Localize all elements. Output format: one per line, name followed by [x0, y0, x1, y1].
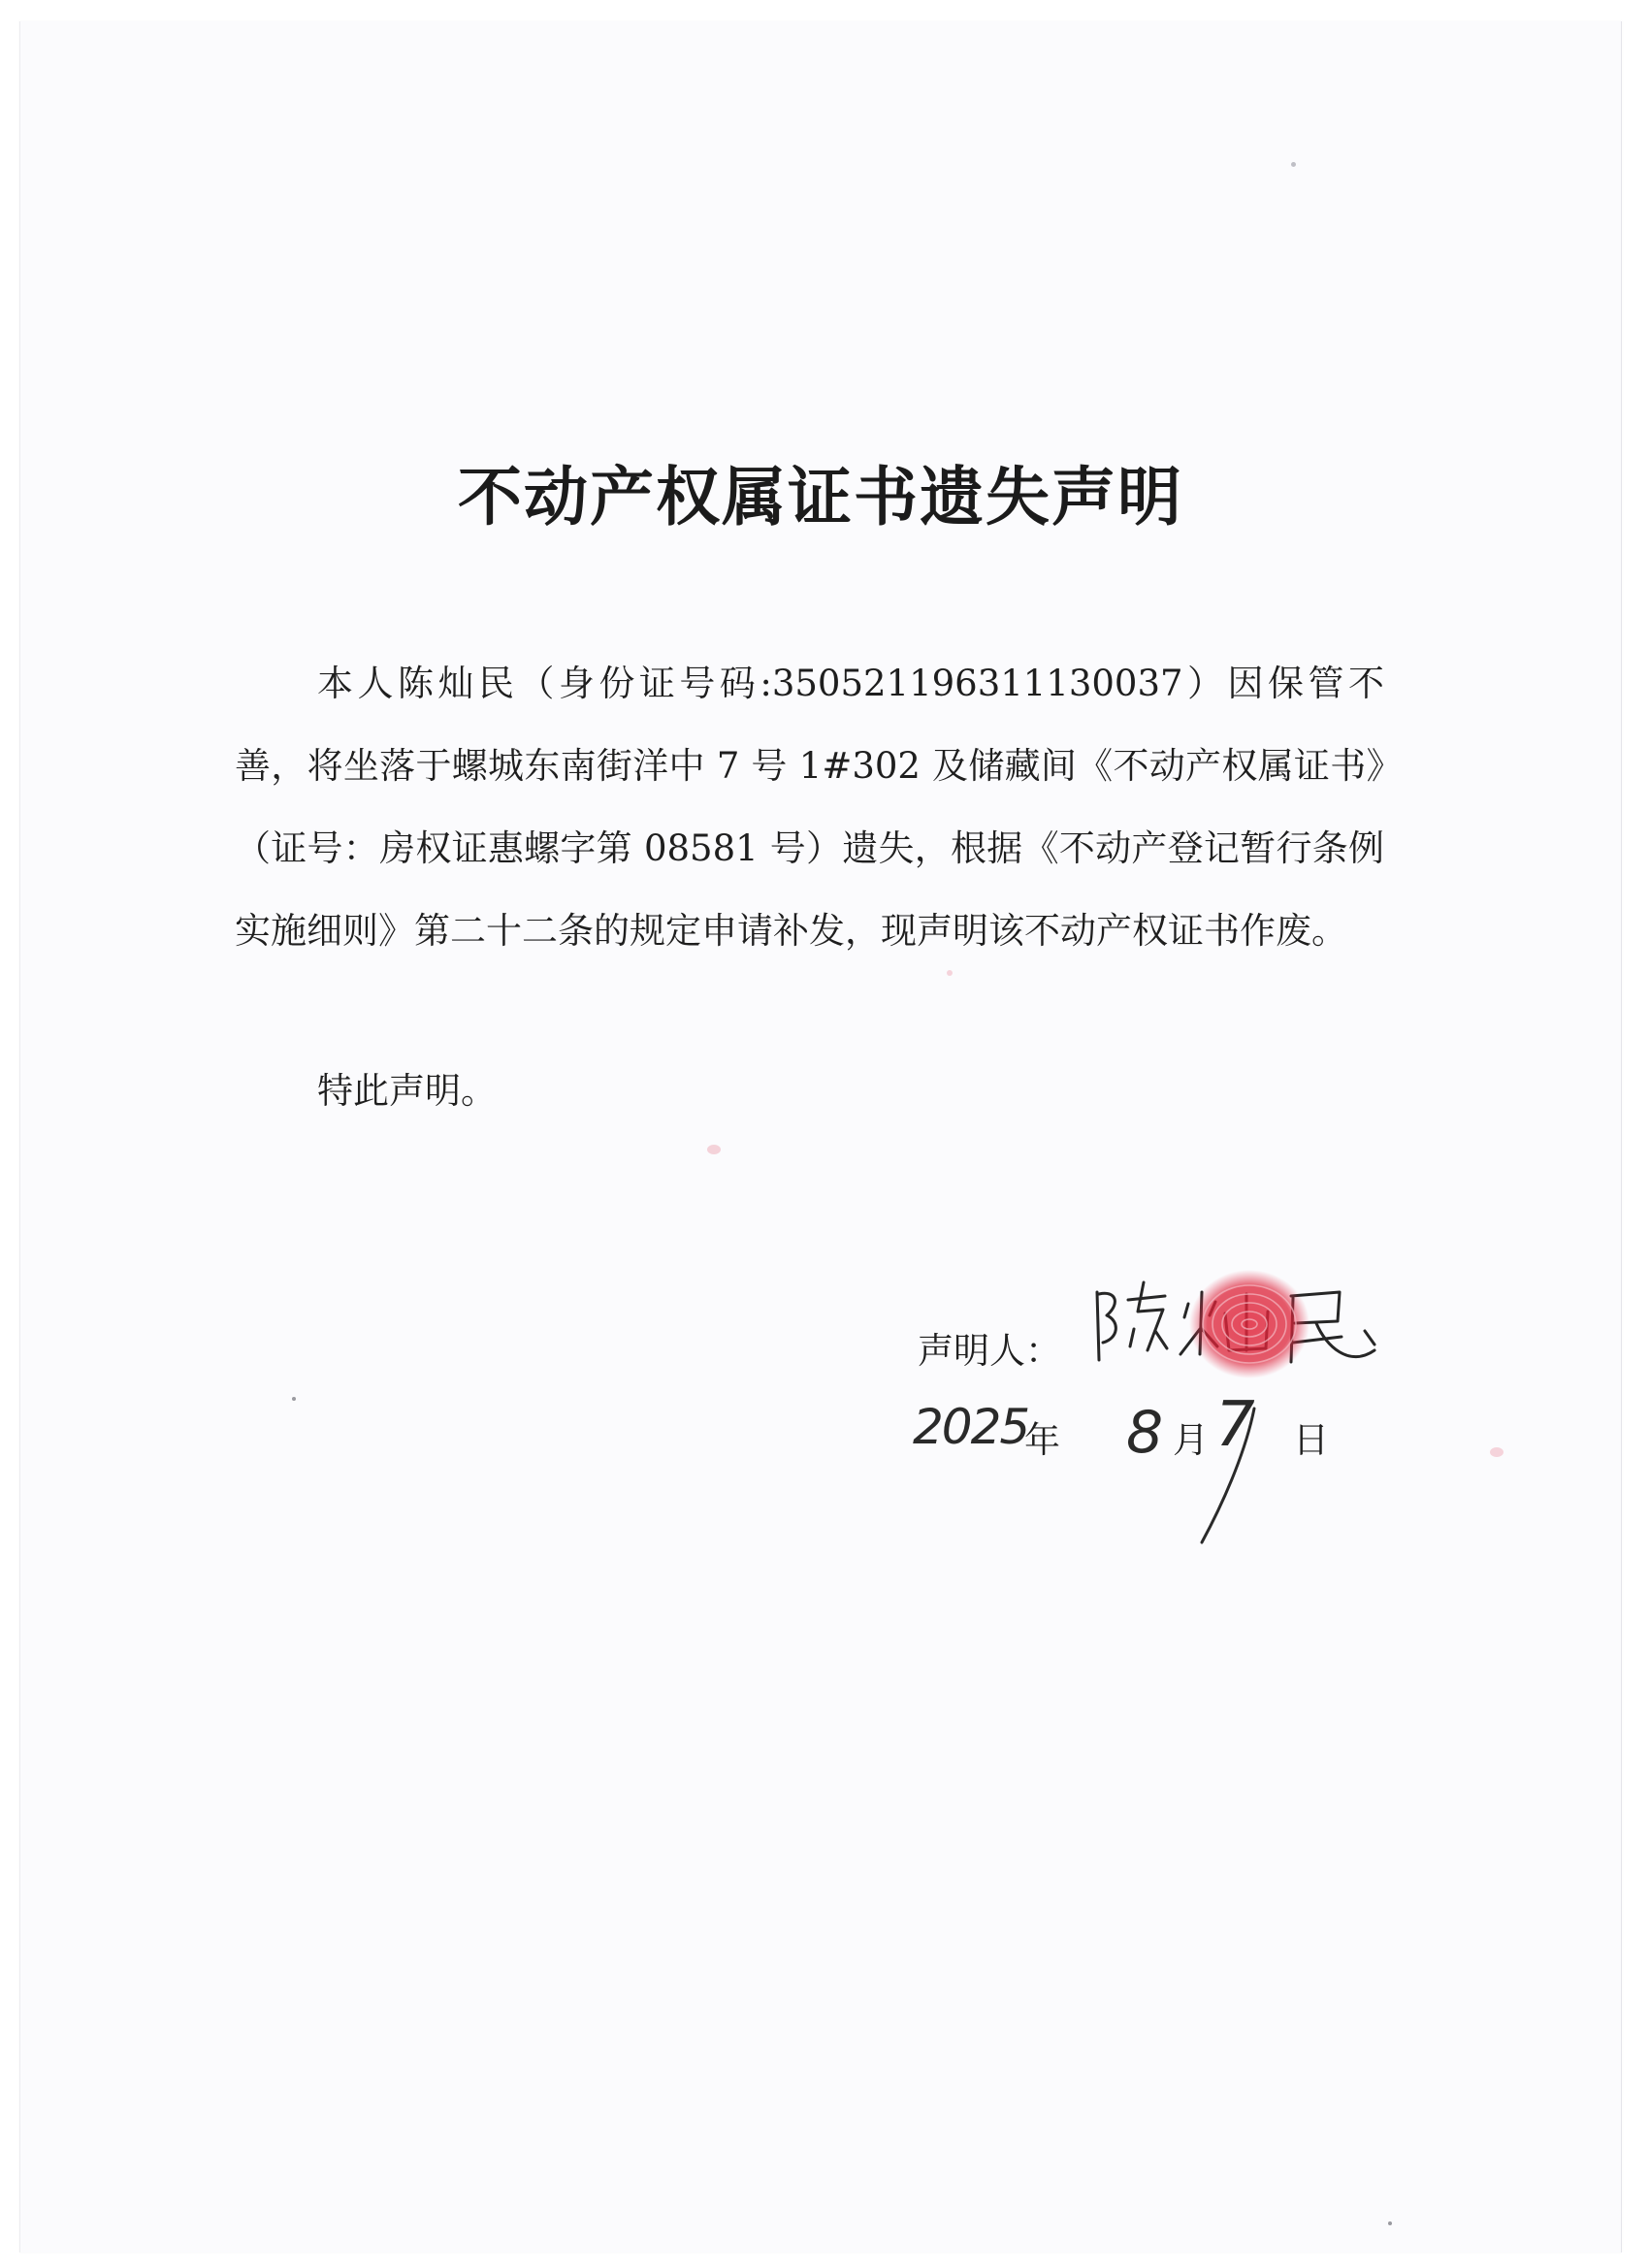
declaration-body: 本人陈灿民（身份证号码:350521196311130037）因保管不善，将坐落于螺城东南街洋中 7 号 1#302 及储藏间《不动产权属证书》（证号：房权证惠螺字第 08581 号）遗失，根据《不动产登记暂行条例实施细则》第二十二条的规定申请补发，现声明该不动产权证书作废。: [235, 663, 1384, 952]
paper-speck: [1490, 1447, 1504, 1457]
year-unit: 年: [1024, 1419, 1060, 1461]
handwritten-month: 8: [1126, 1399, 1164, 1467]
document-title: 不动产权属证书遗失声明: [458, 459, 1183, 535]
fingerprint-seal: [1180, 1258, 1325, 1394]
month-unit: 月: [1173, 1419, 1209, 1461]
handwritten-year: 2025: [913, 1399, 1029, 1455]
paper-speck: [1388, 2221, 1392, 2225]
declarant-label: 声明人：: [918, 1330, 1061, 1372]
paper-speck: [707, 1145, 721, 1154]
handwritten-day: 7: [1215, 1389, 1255, 1461]
day-unit: 日: [1293, 1419, 1329, 1461]
paper-speck: [292, 1397, 296, 1401]
handwritten-day-tail-stroke: [1184, 1379, 1301, 1564]
paper-speck: [1291, 162, 1296, 167]
closing-statement: 特此声明。: [317, 1070, 497, 1112]
paper-sheet: [19, 21, 1622, 2252]
paper-speck: [947, 970, 953, 976]
